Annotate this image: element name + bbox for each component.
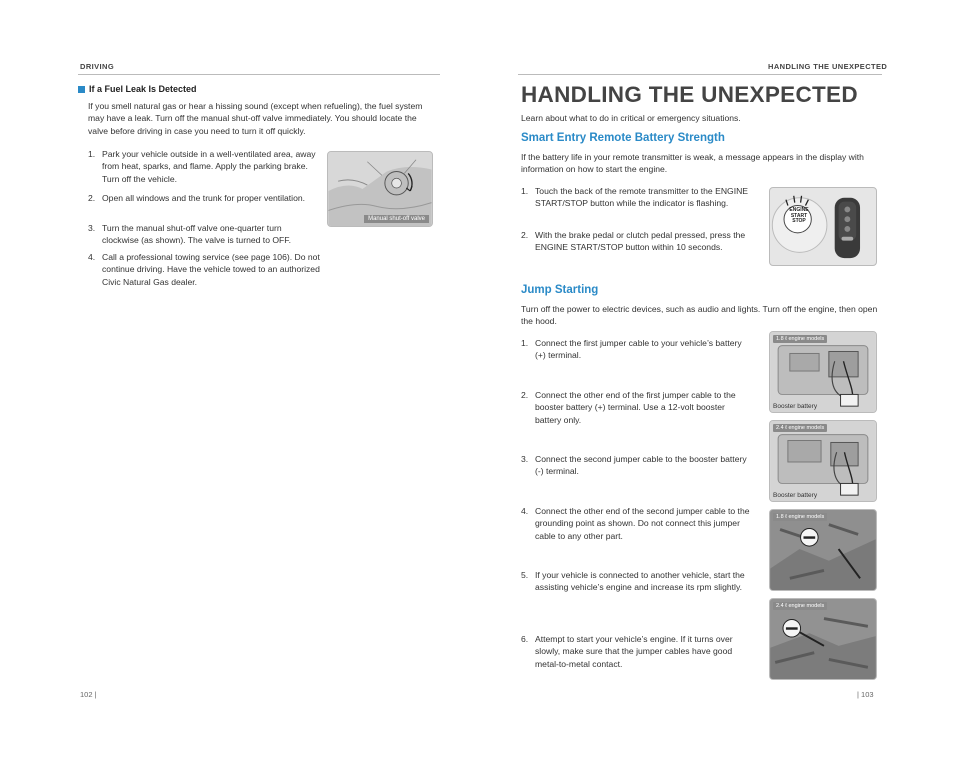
step-number: 2. <box>88 193 96 203</box>
booster-battery-caption: Booster battery <box>773 492 818 499</box>
step-text: With the brake pedal or clutch pedal pressed, press the ENGINE START/STOP button within 10 seconds. <box>535 230 746 253</box>
remote-figure <box>769 187 877 266</box>
page-title: HANDLING THE UNEXPECTED <box>521 82 858 107</box>
step-text: Connect the other end of the second jumper cable to the grounding point as shown. Do not connect this jumper cable to any other part. <box>535 506 750 541</box>
step-number: 1. <box>88 149 96 159</box>
button-line: ENGINE <box>789 207 809 213</box>
engine-model-tag: 1.8 ℓ engine models <box>773 335 827 343</box>
header-rule-left <box>78 74 440 75</box>
jump-step-3 <box>521 453 753 478</box>
step-text: Touch the back of the remote transmitter to the ENGINE START/STOP button while the indicator is flashing. <box>535 186 749 209</box>
shut-off-valve-figure <box>327 151 433 227</box>
step-text: Connect the second jumper cable to the booster battery (-) terminal. <box>535 454 747 477</box>
engine-model-tag: 1.8 ℓ engine models <box>773 513 827 521</box>
smart-entry-step-2 <box>521 229 753 254</box>
grounding-point-illustration <box>770 599 876 679</box>
jump-step-5 <box>521 569 753 594</box>
header-rule-right <box>518 74 882 75</box>
step-text: Open all windows and the trunk for proper ventilation. <box>102 193 306 203</box>
step-text: Connect the other end of the first jumper cable to the booster battery (+) terminal. Use a 12-volt booster battery only. <box>535 390 736 425</box>
step-number: 5. <box>521 570 529 580</box>
page-number-right: | 103 <box>857 690 874 699</box>
step-number: 3. <box>521 454 529 464</box>
bullet-square-icon <box>78 86 85 93</box>
step-text: Attempt to start your vehicle’s engine. If it turns over slowly, make sure that the jumper cables have good metal-to-metal contact. <box>535 634 733 669</box>
shut-off-valve-caption: Manual shut-off valve <box>364 215 429 223</box>
jump-step-6 <box>521 633 753 670</box>
engine-model-tag: 2.4 ℓ engine models <box>773 424 827 432</box>
jump-step-2 <box>521 389 753 426</box>
engine-bay-illustration <box>770 332 876 412</box>
grounding-point-figure-1 <box>769 509 877 591</box>
grounding-point-illustration <box>770 510 876 590</box>
button-line: STOP <box>792 218 806 225</box>
step-text: Turn the manual shut-off valve one-quarter turn clockwise (as shown). The valve is turned to OFF. <box>102 223 291 246</box>
fuel-leak-heading <box>78 84 197 94</box>
running-head-right: HANDLING THE UNEXPECTED <box>768 62 888 71</box>
page-number-left: 102 | <box>80 690 97 699</box>
step-number: 1. <box>521 338 529 348</box>
jump-starting-title: Jump Starting <box>521 284 599 296</box>
button-line: START <box>790 212 808 219</box>
step-text: Connect the first jumper cable to your vehicle’s battery (+) terminal. <box>535 338 742 361</box>
step-number: 2. <box>521 390 529 400</box>
step-number: 3. <box>88 223 96 233</box>
fuel-leak-heading-text: If a Fuel Leak Is Detected <box>89 84 197 94</box>
step-text: If your vehicle is connected to another vehicle, start the assisting vehicle’s engine and increase its rpm slightly. <box>535 570 745 593</box>
step-text: Park your vehicle outside in a well-ventilated area, away from heat, sparks, and flame. Apply the parking brake. Turn off the vehicle. <box>102 149 316 184</box>
smart-entry-intro: If the battery life in your remote transmitter is weak, a message appears in the display with information on how to start the engine. <box>521 152 864 175</box>
booster-battery-caption: Booster battery <box>773 403 818 410</box>
step-number: 2. <box>521 230 529 240</box>
fuel-step-4 <box>88 251 320 288</box>
jump-step-4 <box>521 505 753 542</box>
smart-entry-title: Smart Entry Remote Battery Strength <box>521 132 725 144</box>
fuel-step-3 <box>88 222 316 247</box>
engine-model-tag: 2.4 ℓ engine models <box>773 602 827 610</box>
step-text: Call a professional towing service (see page 106). Do not continue driving. Have the vehicle towed to an authorized Civic Natural Gas dealer. <box>102 252 320 287</box>
step-number: 4. <box>88 252 96 262</box>
engine-bay-figure-1 <box>769 331 877 413</box>
jump-starting-intro: Turn off the power to electric devices, such as audio and lights. Turn off the engine, then open the hood. <box>521 304 878 327</box>
fuel-step-2 <box>88 192 316 204</box>
remote-illustration <box>770 188 876 265</box>
step-number: 4. <box>521 506 529 516</box>
running-head-left: DRIVING <box>80 62 115 71</box>
jump-step-1 <box>521 337 753 362</box>
grounding-point-figure-2 <box>769 598 877 680</box>
page-intro: Learn about what to do in critical or emergency situations. <box>521 113 741 123</box>
fuel-leak-intro: If you smell natural gas or hear a hissing sound (except when refueling), the fuel system may have a leak. Turn off the manual shut-off valve immediately. You should locate the valve before driving in case you need to turn it off quickly. <box>88 101 423 136</box>
step-number: 6. <box>521 634 529 644</box>
engine-bay-illustration <box>770 421 876 501</box>
fuel-step-1 <box>88 148 316 185</box>
engine-start-stop-button <box>784 208 814 225</box>
engine-bay-figure-2 <box>769 420 877 502</box>
step-number: 1. <box>521 186 529 196</box>
smart-entry-step-1 <box>521 185 753 210</box>
